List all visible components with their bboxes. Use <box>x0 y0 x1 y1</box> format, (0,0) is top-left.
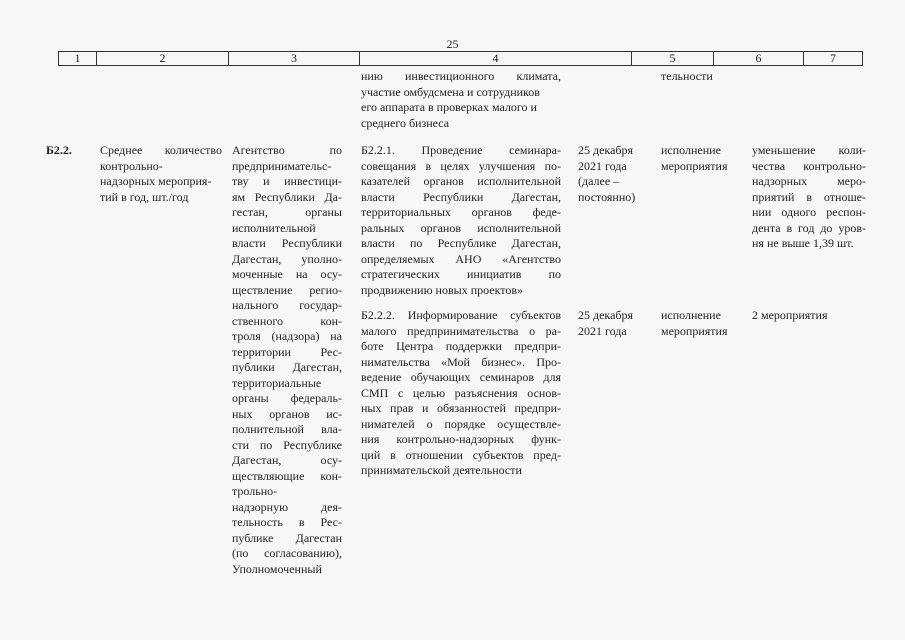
text-line: его аппарата в проверках малого и <box>361 100 537 114</box>
text-line: стратегических инициатив по <box>361 267 561 281</box>
text-line: органы федераль- <box>232 391 342 405</box>
text-line: территориальные <box>232 375 322 390</box>
text-line: сти по Республике <box>232 437 342 452</box>
text-line: ственного кон- <box>232 313 342 328</box>
measure-1-result <box>752 143 866 252</box>
text-line: тву и инвестици- <box>232 174 342 188</box>
text-line: ных прав и обязанностей предпри- <box>361 401 561 415</box>
text-line: ям Республики Да- <box>232 189 342 204</box>
continuation-col6-text: тельности <box>661 69 713 83</box>
column-header-6: 6 <box>713 52 803 65</box>
text-line: гестан, органы <box>232 205 342 219</box>
text-line: Б2.2.1. Проведение семинара- <box>361 143 561 157</box>
text-line: участие омбудсмена и сотрудников <box>361 84 540 99</box>
text-line: исполнительной <box>232 220 316 235</box>
text-line: казателей органов исполнительной <box>361 174 561 188</box>
executors-text <box>232 143 342 577</box>
text-line: тий в год, шт./год <box>100 189 189 204</box>
text-line: Агентство по <box>232 143 342 157</box>
column-header-3: 3 <box>228 52 359 65</box>
table-header-row <box>58 51 863 66</box>
text-line: полнительной вла- <box>232 422 342 436</box>
text-line: ных органов ис- <box>232 406 342 421</box>
text-line: совещания в целях улучшения по- <box>361 158 561 173</box>
text-line: (по согласованию), <box>232 546 342 560</box>
continuation-col4-text <box>361 69 561 131</box>
text-line: ральных органов исполнительной <box>361 220 561 235</box>
text-line: мероприятия <box>661 158 728 173</box>
text-line: 2 мероприятия <box>752 308 828 322</box>
text-line: 25 декабря <box>578 308 634 322</box>
measure-1-text <box>361 143 561 298</box>
text-line: Уполномоченный <box>232 561 322 576</box>
text-line: власти Республики Дагестан, <box>361 189 561 204</box>
column-header-5: 5 <box>631 52 713 65</box>
text-line: публики Дагестан, <box>232 360 342 374</box>
text-line: 25 декабря <box>578 143 634 157</box>
text-line: 2021 года <box>578 158 627 173</box>
text-line: 2021 года <box>578 323 627 338</box>
page-number: 25 <box>446 37 459 51</box>
text-line: троля (надзора) на <box>232 329 342 343</box>
text-line: мероприятия <box>661 323 728 338</box>
measure-2-text <box>361 308 561 479</box>
text-line: ществляющие кон- <box>232 468 342 483</box>
text-line: нимателей о порядке осуществле- <box>361 416 561 431</box>
text-line: ций в отношении субъектов пред- <box>361 447 561 462</box>
text-line: (далее – <box>578 174 620 188</box>
text-line: Дагестан, осу- <box>232 453 342 467</box>
text-line: продвижению новых проектов» <box>361 282 524 297</box>
text-line: контрольно- <box>100 158 163 173</box>
text-line: нального государ- <box>232 298 342 312</box>
measure-1-deadline <box>578 143 653 205</box>
row-code: Б2.2. <box>46 143 72 157</box>
indicator-text <box>100 143 222 205</box>
text-line: постоянно) <box>578 189 636 204</box>
text-line: малого предпринимательства о ра- <box>361 323 561 338</box>
text-line: нию инвестиционного климата, <box>361 69 561 83</box>
text-line: тельность в Рес- <box>232 515 342 529</box>
text-line: чества контрольно- <box>752 158 866 173</box>
text-line: боте Центра поддержки предпри- <box>361 339 561 353</box>
column-header-1: 1 <box>74 51 81 65</box>
text-line: территориальных органов феде- <box>361 205 561 219</box>
column-header-7: 7 <box>803 52 862 65</box>
text-line: ведение обучающих семинаров для <box>361 370 561 384</box>
text-line: определяемых АНО «Агентство <box>361 251 561 266</box>
text-line: принимательской деятельности <box>361 463 522 477</box>
text-line: исполнение <box>661 143 721 157</box>
text-line: власти Республики <box>232 236 342 250</box>
text-line: надзорную дея- <box>232 499 342 514</box>
text-line: нимательства «Мой бизнес». Про- <box>361 354 561 369</box>
text-line: надзорных мероприя- <box>100 174 212 188</box>
text-line: моченные на осу- <box>232 267 342 281</box>
text-line: надзорных меро- <box>752 174 866 188</box>
measure-2-result <box>752 308 866 324</box>
text-line: ществление регио- <box>232 282 342 297</box>
text-line: власти по Республике Дагестан, <box>361 236 561 250</box>
text-line: приятий в отноше- <box>752 189 866 204</box>
text-line: трольно- <box>232 484 278 498</box>
measure-1-form <box>661 143 741 174</box>
text-line: Дагестан, уполно- <box>232 251 342 266</box>
text-line: ния контрольно-надзорных функ- <box>361 432 561 446</box>
text-line: Среднее количество <box>100 143 222 157</box>
text-line: среднего бизнеса <box>361 115 450 130</box>
text-line: дента в год до уров- <box>752 220 866 235</box>
text-line: исполнение <box>661 308 721 322</box>
text-line: предпринимательс- <box>232 158 332 173</box>
text-line: ня не выше 1,39 шт. <box>752 236 854 250</box>
text-line: публике Дагестан <box>232 530 342 545</box>
text-line: нии одного респон- <box>752 205 866 219</box>
text-line: уменьшение коли- <box>752 143 866 157</box>
text-line: территории Рес- <box>232 344 342 359</box>
column-header-2: 2 <box>96 52 228 65</box>
text-line: СМП с целью разъяснения основ- <box>361 385 561 400</box>
text-line: Б2.2.2. Информирование субъектов <box>361 308 561 322</box>
measure-2-deadline <box>578 308 653 339</box>
measure-2-form <box>661 308 741 339</box>
column-header-4: 4 <box>359 52 631 65</box>
